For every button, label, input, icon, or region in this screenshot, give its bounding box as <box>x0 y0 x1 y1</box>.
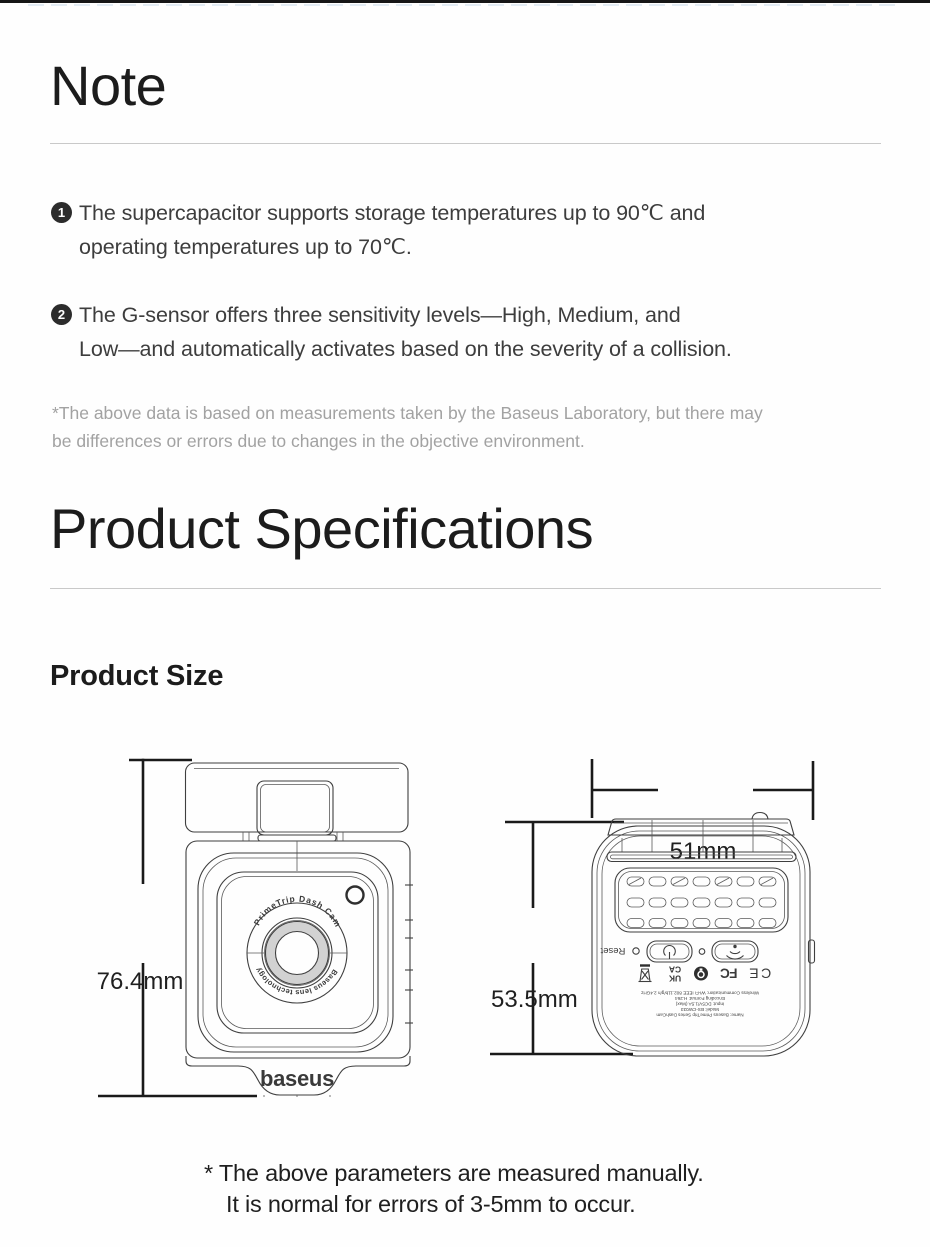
reset-pinhole-icon <box>633 948 639 954</box>
wifi-icon <box>727 945 744 959</box>
note-item-2-line-1: The G-sensor offers three sensitivity levels—High, Medium, and <box>79 303 681 327</box>
rear-width-label: 51mm <box>669 838 737 865</box>
baseus-logo: baseus <box>259 1066 335 1091</box>
note-item-1-line-1: The supercapacitor supports storage temperatures up to 90℃ and <box>79 201 706 225</box>
mic-hole-icon <box>699 949 705 955</box>
side-buttons <box>405 885 413 1023</box>
label-model: Model: BS-CW033 <box>680 1007 720 1012</box>
footnote-line-2: It is normal for errors of 3-5mm to occur. <box>226 1191 636 1217</box>
top-dotted-line <box>28 4 898 6</box>
numbered-badge-2-icon: 2 <box>51 304 72 325</box>
note-section-title: Note <box>50 54 167 117</box>
lab-disclaimer <box>52 399 763 455</box>
note-item-1 <box>51 196 705 264</box>
section-divider <box>50 588 881 589</box>
disclaimer-line-1: *The above data is based on measurements taken by the Baseus Laboratory, but there may <box>52 403 763 423</box>
note-item-2-text <box>79 298 732 366</box>
rear-height-dimension <box>490 822 633 1054</box>
product-size-diagram <box>80 745 920 1115</box>
power-icon <box>664 946 676 959</box>
note-item-1-line-2: operating temperatures up to 70℃. <box>79 235 412 259</box>
label-name: Name: Baseus PrimeTrip Series DashCam <box>656 1012 744 1018</box>
measurement-footnote <box>204 1158 704 1220</box>
disclaimer-line-2: be differences or errors due to changes in the objective environment. <box>52 431 585 451</box>
specs-section-title: Product Specifications <box>50 497 594 560</box>
front-bezel <box>198 853 393 1052</box>
section-divider <box>50 143 881 144</box>
product-size-title: Product Size <box>50 660 224 692</box>
reset-label: Reset <box>600 945 626 956</box>
note-item-2 <box>51 298 732 366</box>
rear-height-label: 53.5mm <box>491 986 578 1013</box>
footnote-line-1: * The above parameters are measured manually. <box>204 1160 704 1186</box>
svg-text:FC: FC <box>720 965 738 981</box>
note-item-1-text <box>79 196 705 264</box>
rohs-circle-mark <box>694 967 708 981</box>
front-body <box>186 841 413 1058</box>
rear-controls <box>600 940 814 963</box>
regulatory-text-block <box>640 991 759 1018</box>
label-input: Input: DC5V/1.5A (Max) <box>675 1001 725 1007</box>
fcc-mark <box>720 966 738 981</box>
front-arc-brand-text: PrimeTrip Dash Cam <box>251 893 344 929</box>
front-view-drawing <box>97 759 413 1097</box>
rear-width-dimension <box>592 759 813 865</box>
ukca-mark <box>668 965 681 984</box>
svg-text:CE: CE <box>746 965 772 982</box>
svg-text:Baseus lens technology: Baseus lens technology <box>253 965 340 998</box>
label-wireless: Wireless Communication: Wi-Fi IEEE 802.11b/g/n 2.4GHz <box>641 990 759 996</box>
numbered-badge-1-icon: 1 <box>51 202 72 223</box>
svg-text:UK: UK <box>668 973 682 984</box>
certification-marks <box>639 965 772 984</box>
vent-grid <box>615 868 788 932</box>
weee-bin-icon <box>639 966 652 982</box>
rear-view-drawing <box>490 759 815 1056</box>
svg-text:CA: CA <box>668 964 682 975</box>
ce-mark <box>747 966 771 982</box>
side-slot <box>809 940 815 963</box>
label-encoding: Encoding Format: H.264 <box>675 996 725 1001</box>
front-height-label: 76.4mm <box>96 968 184 995</box>
top-edge-bar <box>0 0 930 3</box>
front-sensor-icon <box>347 887 364 904</box>
front-height-dimension <box>97 759 257 1097</box>
note-item-2-line-2: Low—and automatically activates based on the severity of a collision. <box>79 337 732 361</box>
mount-bracket <box>186 763 409 841</box>
